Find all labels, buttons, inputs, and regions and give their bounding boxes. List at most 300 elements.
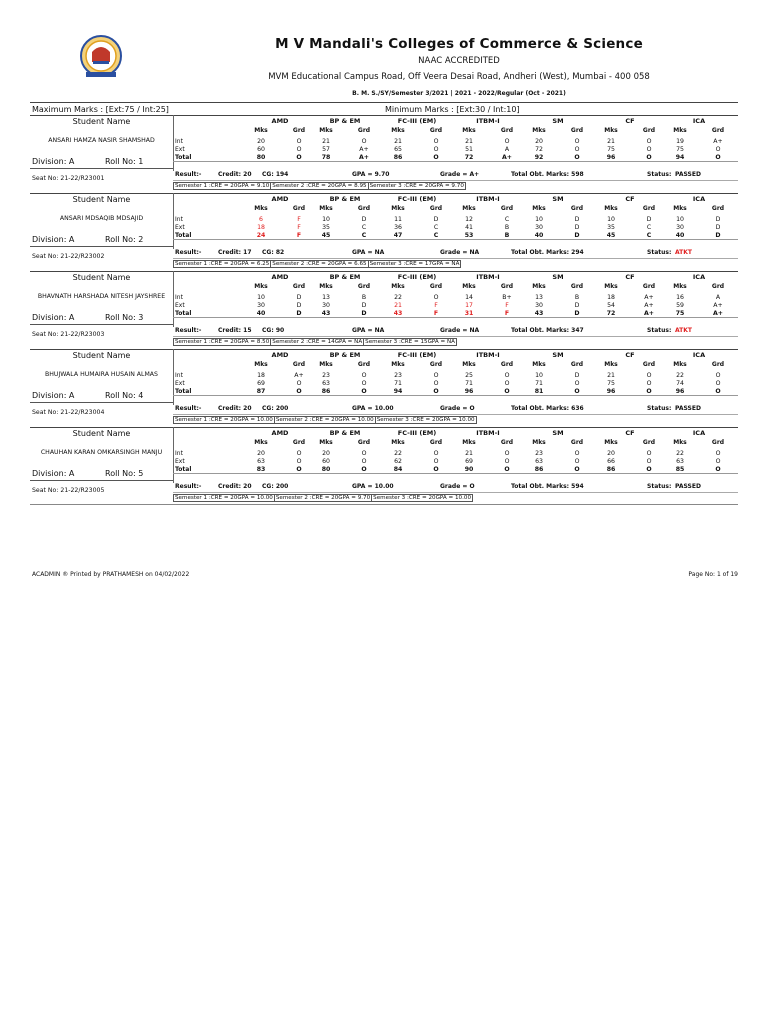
grd-header: Grd xyxy=(500,439,514,446)
grade-cell: O xyxy=(296,388,302,395)
grade-cell: D xyxy=(715,224,721,231)
row-label-total: Total xyxy=(175,232,192,239)
marks-cell: 86 xyxy=(534,466,544,473)
grade-cell: A+ xyxy=(644,294,654,301)
marks-cell: 10 xyxy=(322,216,330,223)
grade-cell: A+ xyxy=(644,310,654,317)
marks-cell: 10 xyxy=(535,216,543,223)
cg-value: CG: 82 xyxy=(262,249,285,256)
seat-number: Seat No: 21-22/R23002 xyxy=(32,253,105,260)
grd-header: Grd xyxy=(711,205,725,212)
mks-header: Mks xyxy=(462,283,476,290)
student-info-divider xyxy=(30,480,173,481)
grd-header: Grd xyxy=(642,283,656,290)
grade-cell: A+ xyxy=(502,154,512,161)
credit-value: Credit: 20 xyxy=(218,405,252,412)
row-label-int: Int xyxy=(175,372,183,379)
marks-cell: 30 xyxy=(322,302,330,309)
record-top-border xyxy=(30,349,738,350)
subject-header: ICA xyxy=(692,195,706,203)
cg-value: CG: 194 xyxy=(262,171,289,178)
marks-cell: 92 xyxy=(534,154,544,161)
semester-gpa-box: Semester 3 :CRE = 20GPA = 10.00 xyxy=(373,495,472,501)
roll-number: Roll No: 4 xyxy=(105,391,144,400)
grd-header: Grd xyxy=(500,205,514,212)
row-label-total: Total xyxy=(175,466,192,473)
mks-header: Mks xyxy=(532,361,546,368)
subject-header: ICA xyxy=(692,429,706,437)
marks-cell: 86 xyxy=(606,466,616,473)
row-label-int: Int xyxy=(175,216,183,223)
total-row-divider xyxy=(173,161,738,162)
marks-cell: 75 xyxy=(607,146,615,153)
row-label-ext: Ext xyxy=(175,224,185,231)
grade-cell: B+ xyxy=(502,294,512,301)
semester-gpa-box: Semester 2 :CRE = 20GPA = 8.95 xyxy=(272,183,367,189)
grade-cell: O xyxy=(646,154,652,161)
seat-number: Seat No: 21-22/R23003 xyxy=(32,331,105,338)
marks-cell: 20 xyxy=(257,450,265,457)
marks-cell: 96 xyxy=(606,388,616,395)
grade-cell: B xyxy=(361,294,367,301)
row-label-ext: Ext xyxy=(175,458,185,465)
subject-header: AMD xyxy=(271,117,289,125)
marks-cell: 6 xyxy=(259,216,263,223)
subject-header: ICA xyxy=(692,117,706,125)
record-top-border xyxy=(30,271,738,272)
marks-cell: 66 xyxy=(607,458,615,465)
marks-cell: 59 xyxy=(676,302,684,309)
grade-cell: O xyxy=(646,388,652,395)
semester-gpa-box: Semester 1 :CRE = 20GPA = 10.00 xyxy=(175,417,273,423)
grd-header: Grd xyxy=(711,127,725,134)
mks-header: Mks xyxy=(391,205,405,212)
marks-cell: 57 xyxy=(322,146,330,153)
record-top-border xyxy=(30,115,738,116)
total-row-divider xyxy=(173,395,738,396)
grade-cell: B xyxy=(574,294,580,301)
seat-number: Seat No: 21-22/R23005 xyxy=(32,487,105,494)
grade-value: Grade = O xyxy=(440,483,475,490)
mks-header: Mks xyxy=(391,361,405,368)
marks-cell: 43 xyxy=(321,310,331,317)
grade-cell: F xyxy=(297,224,301,231)
mks-header: Mks xyxy=(391,439,405,446)
grade-cell: O xyxy=(433,380,439,387)
mks-header: Mks xyxy=(673,361,687,368)
marks-cell: 20 xyxy=(607,450,615,457)
record-bottom-border xyxy=(30,504,738,505)
mks-header: Mks xyxy=(391,127,405,134)
marks-cell: 63 xyxy=(257,458,265,465)
semester-gpa-box: Semester 2 :CRE = 14GPA = NA xyxy=(272,339,363,345)
grade-cell: O xyxy=(296,146,302,153)
marks-cell: 21 xyxy=(465,138,473,145)
marks-cell: 35 xyxy=(322,224,330,231)
status-label: Status: xyxy=(647,483,672,490)
student-info-divider xyxy=(30,168,173,169)
subject-header: BP & EM xyxy=(329,429,361,437)
seat-number: Seat No: 21-22/R23004 xyxy=(32,409,105,416)
mks-header: Mks xyxy=(319,127,333,134)
grade-cell: D xyxy=(361,310,367,317)
subject-header: AMD xyxy=(271,273,289,281)
marks-cell: 69 xyxy=(257,380,265,387)
student-name: BHUJWALA HUMAIRA HUSAIN ALMAS xyxy=(45,371,158,378)
marks-cell: 16 xyxy=(676,294,684,301)
roll-number: Roll No: 3 xyxy=(105,313,144,322)
grade-cell: A+ xyxy=(713,310,723,317)
marks-cell: 23 xyxy=(322,372,330,379)
record-vertical-divider xyxy=(173,271,174,327)
grade-cell: D xyxy=(361,216,367,223)
grade-cell: O xyxy=(433,450,439,457)
student-name: CHAUHAN KARAN OMKARSINGH MANJU xyxy=(40,449,163,456)
marks-cell: 41 xyxy=(465,224,473,231)
grade-cell: D xyxy=(715,232,721,239)
grade-cell: F xyxy=(505,302,509,309)
row-label-total: Total xyxy=(175,388,192,395)
subject-header: SM xyxy=(552,429,564,437)
grade-cell: O xyxy=(646,372,652,379)
mks-header: Mks xyxy=(254,127,268,134)
result-label: Result:- xyxy=(175,483,202,490)
marks-cell: 71 xyxy=(394,380,402,387)
cg-value: CG: 90 xyxy=(262,327,285,334)
college-address: MVM Educational Campus Road, Off Veera Desai Road, Andheri (West), Mumbai - 400 058 xyxy=(268,72,650,82)
mks-header: Mks xyxy=(254,439,268,446)
record-vertical-divider xyxy=(173,115,174,171)
student-name-header: Student Name xyxy=(72,195,131,204)
marks-cell: 83 xyxy=(256,466,266,473)
grd-header: Grd xyxy=(429,361,443,368)
grade-cell: D xyxy=(715,216,721,223)
marks-cell: 45 xyxy=(606,232,616,239)
header-divider xyxy=(30,102,738,103)
row-label-ext: Ext xyxy=(175,302,185,309)
grade-cell: O xyxy=(715,388,721,395)
grd-header: Grd xyxy=(642,361,656,368)
semester-row-divider xyxy=(173,180,738,181)
grd-header: Grd xyxy=(711,283,725,290)
marks-cell: 14 xyxy=(465,294,473,301)
status-badge: PASSED xyxy=(675,405,701,412)
student-name: ANSARI HAMZA NASIR SHAMSHAD xyxy=(48,137,155,144)
grade-cell: O xyxy=(504,138,510,145)
footer-printed-by: ACADMIN ® Printed by PRATHAMESH on 04/02/2022 xyxy=(32,571,190,578)
marks-cell: 96 xyxy=(606,154,616,161)
marks-cell: 10 xyxy=(535,372,543,379)
subject-header: ICA xyxy=(692,273,706,281)
mks-header: Mks xyxy=(254,205,268,212)
marks-cell: 72 xyxy=(535,146,543,153)
marks-cell: 22 xyxy=(676,372,684,379)
grade-cell: O xyxy=(296,458,302,465)
marks-cell: 80 xyxy=(256,154,266,161)
semester-gpa-box: Semester 2 :CRE = 20GPA = 10.00 xyxy=(275,417,374,423)
mks-header: Mks xyxy=(462,127,476,134)
marks-cell: 60 xyxy=(257,146,265,153)
marks-cell: 96 xyxy=(675,388,685,395)
marks-cell: 18 xyxy=(607,294,615,301)
roll-number: Roll No: 5 xyxy=(105,469,144,478)
grade-value: Grade = A+ xyxy=(440,171,480,178)
grade-cell: O xyxy=(574,388,580,395)
total-row-divider xyxy=(173,317,738,318)
marks-cell: 30 xyxy=(676,224,684,231)
mks-header: Mks xyxy=(604,205,618,212)
grade-cell: O xyxy=(361,458,367,465)
grade-cell: B xyxy=(504,232,510,239)
subject-header: BP & EM xyxy=(329,273,361,281)
mks-header: Mks xyxy=(462,361,476,368)
marks-cell: 60 xyxy=(322,458,330,465)
subject-header: FC-III (EM) xyxy=(397,273,437,281)
marks-cell: 75 xyxy=(676,146,684,153)
marks-cell: 13 xyxy=(535,294,543,301)
status-label: Status: xyxy=(647,171,672,178)
mks-header: Mks xyxy=(319,283,333,290)
grade-cell: O xyxy=(433,388,439,395)
grade-cell: O xyxy=(574,138,580,145)
semester-gpa-box: Semester 3 :CRE = 20GPA = 9.70 xyxy=(369,183,464,189)
semester-gpa-box: Semester 2 :CRE = 20GPA = 9.70 xyxy=(275,495,371,501)
grade-cell: O xyxy=(433,466,439,473)
marks-cell: 69 xyxy=(465,458,473,465)
grd-header: Grd xyxy=(500,127,514,134)
subject-header: BP & EM xyxy=(329,117,361,125)
grd-header: Grd xyxy=(429,439,443,446)
total-obtained-marks: Total Obt. Marks: 347 xyxy=(511,327,584,334)
grd-header: Grd xyxy=(570,439,584,446)
row-label-total: Total xyxy=(175,154,192,161)
credit-value: Credit: 17 xyxy=(218,249,252,256)
marks-cell: 30 xyxy=(535,224,543,231)
grade-value: Grade = NA xyxy=(440,249,480,256)
marks-cell: 10 xyxy=(607,216,615,223)
status-badge: PASSED xyxy=(675,483,701,490)
grade-cell: F xyxy=(297,216,301,223)
grade-cell: D xyxy=(574,372,580,379)
credit-value: Credit: 20 xyxy=(218,171,252,178)
marks-cell: 87 xyxy=(256,388,266,395)
grd-header: Grd xyxy=(357,127,371,134)
marks-cell: 85 xyxy=(675,466,685,473)
subject-header: SM xyxy=(552,351,564,359)
student-name-header: Student Name xyxy=(72,429,131,438)
marks-cell: 21 xyxy=(394,138,402,145)
student-record xyxy=(30,349,738,427)
grade-cell: O xyxy=(715,458,721,465)
grade-cell: A+ xyxy=(713,302,723,309)
grade-cell: O xyxy=(504,380,510,387)
marks-cell: 63 xyxy=(676,458,684,465)
record-vertical-divider xyxy=(173,349,174,405)
footer-page-number: Page No: 1 of 19 xyxy=(688,571,738,578)
subject-header: ITBM-I xyxy=(476,429,500,437)
grade-cell: O xyxy=(433,138,439,145)
marks-cell: 90 xyxy=(464,466,474,473)
marks-cell: 94 xyxy=(675,154,685,161)
semester-summary xyxy=(173,416,476,424)
mks-header: Mks xyxy=(319,361,333,368)
grade-cell: C xyxy=(433,232,439,239)
semester-summary xyxy=(173,338,456,346)
marks-cell: 31 xyxy=(464,310,474,317)
grd-header: Grd xyxy=(500,283,514,290)
grade-cell: F xyxy=(296,232,302,239)
grade-value: Grade = NA xyxy=(440,327,480,334)
grade-cell: O xyxy=(433,294,439,301)
subject-header: CF xyxy=(625,351,635,359)
grd-header: Grd xyxy=(292,205,306,212)
grade-cell: D xyxy=(646,216,652,223)
marks-cell: 40 xyxy=(675,232,685,239)
semester-row-divider xyxy=(173,492,738,493)
marks-cell: 63 xyxy=(322,380,330,387)
total-obtained-marks: Total Obt. Marks: 598 xyxy=(511,171,584,178)
student-name: BHAVNATH HARSHADA NITESH JAYSHREE xyxy=(37,293,166,300)
status-badge: PASSED xyxy=(675,171,701,178)
semester-summary xyxy=(173,182,465,190)
grade-cell: O xyxy=(504,388,510,395)
marks-cell: 40 xyxy=(534,232,544,239)
student-record xyxy=(30,271,738,349)
semester-gpa-box: Semester 1 :CRE = 20GPA = 6.25 xyxy=(175,261,270,267)
grade-cell: O xyxy=(296,154,302,161)
grade-cell: O xyxy=(361,380,367,387)
grade-cell: O xyxy=(504,450,510,457)
grade-cell: D xyxy=(574,224,580,231)
accreditation: NAAC ACCREDITED xyxy=(418,56,500,66)
subject-header: FC-III (EM) xyxy=(397,351,437,359)
grd-header: Grd xyxy=(500,361,514,368)
marks-cell: 12 xyxy=(465,216,473,223)
marks-cell: 40 xyxy=(256,310,266,317)
subject-header: FC-III (EM) xyxy=(397,195,437,203)
row-label-int: Int xyxy=(175,450,183,457)
grade-cell: O xyxy=(296,380,302,387)
grade-cell: O xyxy=(361,388,367,395)
grd-header: Grd xyxy=(357,283,371,290)
subject-header: SM xyxy=(552,117,564,125)
gpa-value: GPA = 10.00 xyxy=(352,483,394,490)
marks-cell: 22 xyxy=(394,294,402,301)
result-label: Result:- xyxy=(175,327,202,334)
subject-header: CF xyxy=(625,195,635,203)
grade-cell: D xyxy=(574,302,580,309)
marks-cell: 74 xyxy=(676,380,684,387)
grd-header: Grd xyxy=(357,205,371,212)
grd-header: Grd xyxy=(642,439,656,446)
mks-header: Mks xyxy=(604,127,618,134)
mks-header: Mks xyxy=(532,439,546,446)
grade-value: Grade = O xyxy=(440,405,475,412)
subject-header: AMD xyxy=(271,429,289,437)
semester-gpa-box: Semester 1 :CRE = 20GPA = 8.50 xyxy=(175,339,270,345)
grade-cell: C xyxy=(433,224,439,231)
grd-header: Grd xyxy=(429,283,443,290)
grd-header: Grd xyxy=(642,205,656,212)
grade-cell: O xyxy=(646,466,652,473)
marks-cell: 25 xyxy=(465,372,473,379)
semester-row-divider xyxy=(173,336,738,337)
marks-cell: 21 xyxy=(394,302,402,309)
marks-cell: 30 xyxy=(535,302,543,309)
status-label: Status: xyxy=(647,405,672,412)
grade-cell: O xyxy=(433,154,439,161)
marks-cell: 51 xyxy=(465,146,473,153)
row-label-int: Int xyxy=(175,294,183,301)
grade-cell: F xyxy=(433,310,439,317)
student-record xyxy=(30,193,738,271)
grade-cell: A+ xyxy=(713,138,723,145)
gpa-value: GPA = NA xyxy=(352,249,385,256)
subject-header: CF xyxy=(625,117,635,125)
grade-cell: D xyxy=(574,310,580,317)
marks-cell: 86 xyxy=(321,388,331,395)
grade-cell: C xyxy=(646,232,652,239)
division-label: Division: A xyxy=(32,157,75,166)
college-logo-icon xyxy=(78,34,124,80)
student-info-divider xyxy=(30,402,173,403)
record-top-border xyxy=(30,427,738,428)
marks-cell: 81 xyxy=(534,388,544,395)
marks-cell: 65 xyxy=(394,146,402,153)
marks-cell: 96 xyxy=(464,388,474,395)
marks-cell: 17 xyxy=(465,302,473,309)
marks-cell: 20 xyxy=(535,138,543,145)
marks-cell: 86 xyxy=(393,154,403,161)
mks-header: Mks xyxy=(673,439,687,446)
gpa-value: GPA = NA xyxy=(352,327,385,334)
grade-cell: B xyxy=(504,224,510,231)
grade-cell: O xyxy=(715,450,721,457)
row-label-ext: Ext xyxy=(175,146,185,153)
grade-cell: D xyxy=(296,294,302,301)
marks-cell: 36 xyxy=(394,224,402,231)
total-row-divider xyxy=(173,239,738,240)
mks-header: Mks xyxy=(462,439,476,446)
marks-cell: 35 xyxy=(607,224,615,231)
credit-value: Credit: 20 xyxy=(218,483,252,490)
semester-gpa-box: Semester 2 :CRE = 20GPA = 6.65 xyxy=(272,261,367,267)
grade-cell: O xyxy=(715,380,721,387)
semester-row-divider xyxy=(173,258,738,259)
roll-number: Roll No: 1 xyxy=(105,157,144,166)
grd-header: Grd xyxy=(570,205,584,212)
total-obtained-marks: Total Obt. Marks: 294 xyxy=(511,249,584,256)
subject-header: ITBM-I xyxy=(476,351,500,359)
marks-cell: 43 xyxy=(393,310,403,317)
student-name-header: Student Name xyxy=(72,117,131,126)
mks-header: Mks xyxy=(319,205,333,212)
subject-header: CF xyxy=(625,429,635,437)
mks-header: Mks xyxy=(532,205,546,212)
total-row-divider xyxy=(173,473,738,474)
grade-cell: O xyxy=(715,146,721,153)
marks-cell: 62 xyxy=(394,458,402,465)
grade-cell: O xyxy=(296,138,302,145)
college-title: M V Mandali's Colleges of Commerce & Science xyxy=(275,36,643,52)
grd-header: Grd xyxy=(711,439,725,446)
grade-cell: O xyxy=(574,154,580,161)
grd-header: Grd xyxy=(292,283,306,290)
grade-cell: A+ xyxy=(294,372,304,379)
marks-cell: 47 xyxy=(393,232,403,239)
record-vertical-divider xyxy=(173,193,174,249)
marks-cell: 43 xyxy=(534,310,544,317)
